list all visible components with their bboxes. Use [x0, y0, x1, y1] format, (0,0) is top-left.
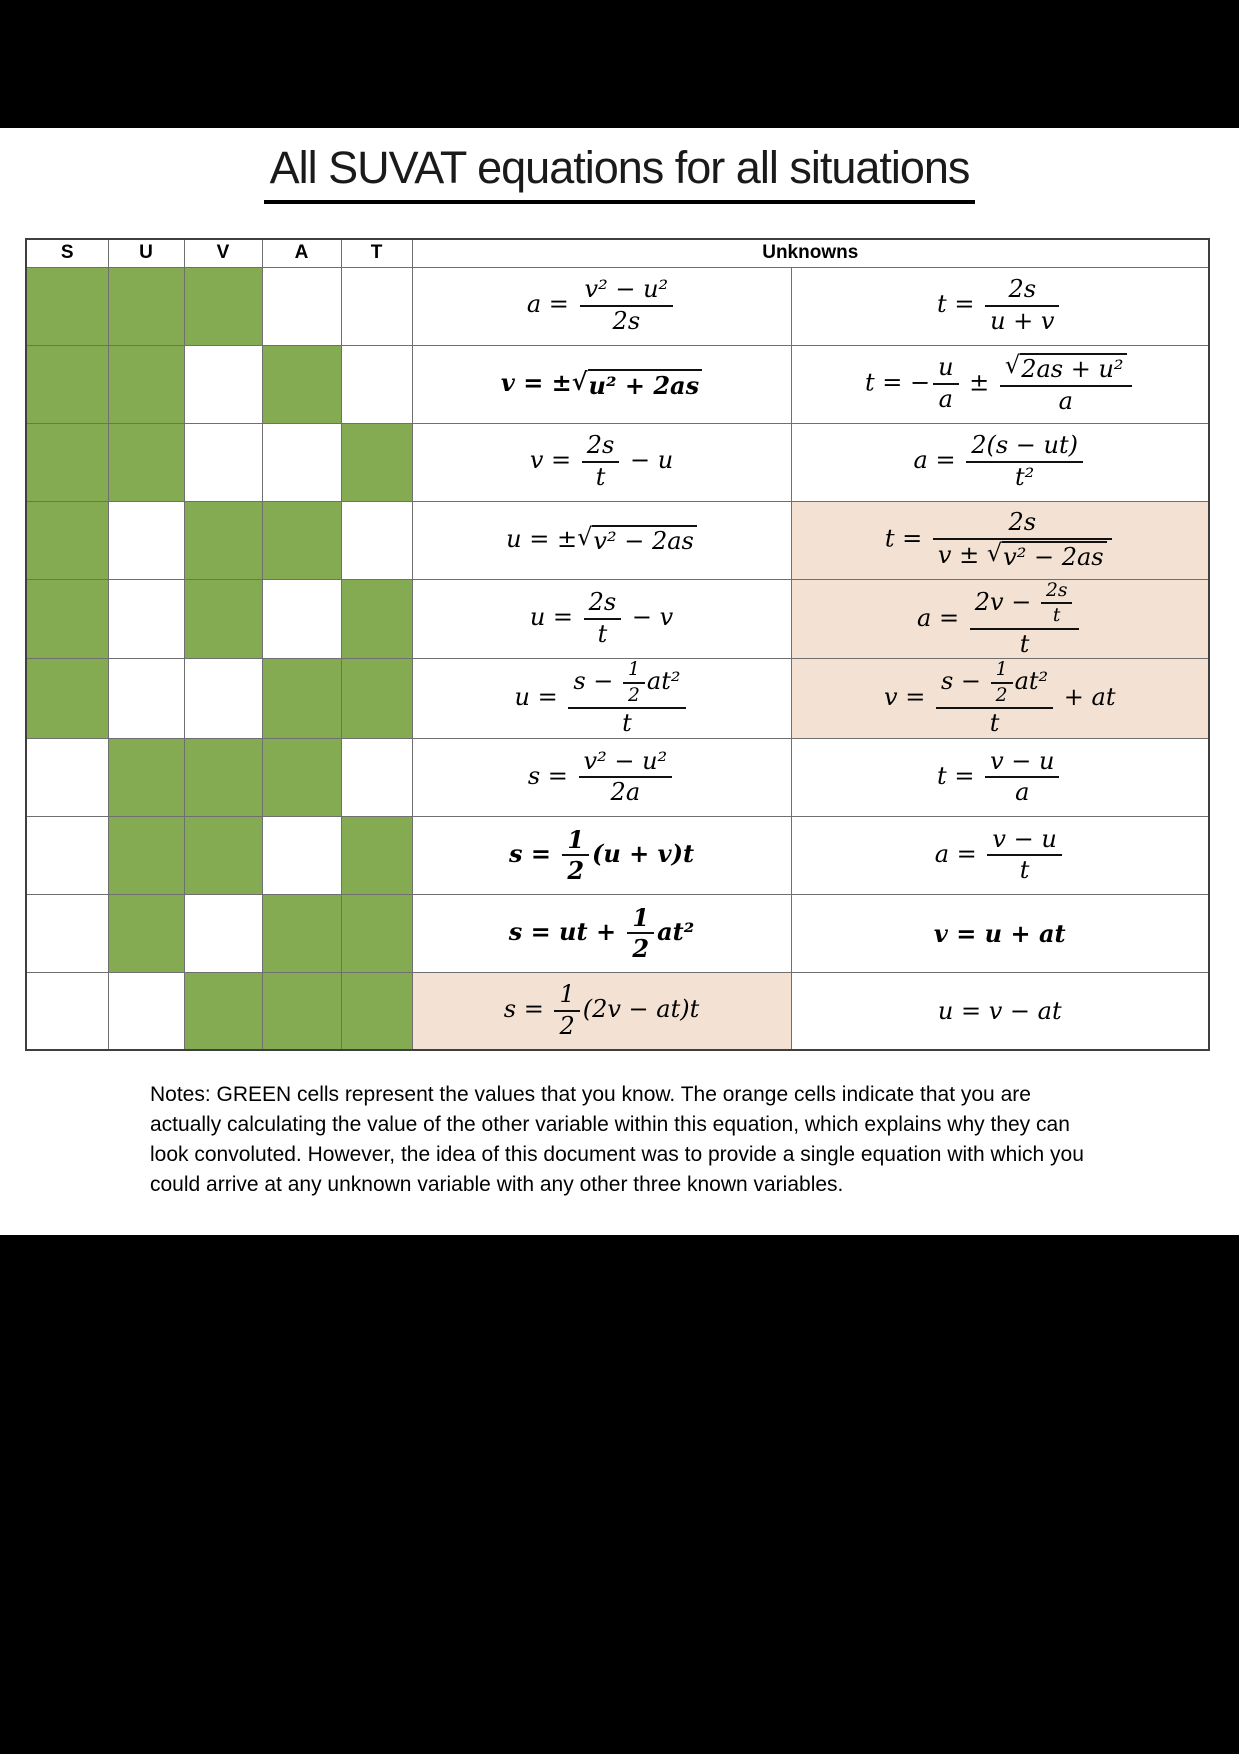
known-cell-a-row6: [262, 659, 341, 739]
known-cell-s-row5: [26, 579, 108, 659]
known-cell-a-row10: [262, 972, 341, 1050]
known-cell-s-row4: [26, 501, 108, 579]
suvat-table: [25, 238, 1210, 1051]
table-row: [26, 423, 1209, 501]
known-cell-t-row5: [341, 579, 412, 659]
math-fraction: √ 2as + u² a: [1000, 353, 1132, 415]
math-fraction: $\frac{2(s - ut)}{\text{t²}}$: [966, 432, 1083, 491]
equation-cell-row8-1: s = $\frac{1}{2}$ (u + v)t: [412, 816, 791, 894]
equation-cell-row7-1: s = $\frac{\text{v² − u²}}{2a}$: [412, 738, 791, 816]
known-cell-v-row8: [184, 816, 262, 894]
math-fraction: $\frac{\text{v² − u²}}{2s}$: [580, 276, 674, 335]
known-cell-s-row6: [26, 659, 108, 739]
equation-cell-row7-2: t = $\frac{v - u}{a}$: [791, 738, 1209, 816]
equation-cell-row10-1: s = $\frac{1}{2}$ (2v − at)t: [412, 972, 791, 1050]
math-fraction: 2s v ± √ v² − 2as: [933, 509, 1112, 571]
math-fraction: s − $\frac{1}{2}$ at² t: [936, 659, 1053, 738]
equation-cell-row6-1: u = s − $\frac{1}{2}$ at² t: [412, 659, 791, 739]
known-cell-u-row9: [108, 894, 184, 972]
known-cell-t-row9: [341, 894, 412, 972]
math-fraction: $\frac{1}{2}$: [623, 659, 645, 706]
equation-cell-row9-1: s = ut + $\frac{1}{2}$ at²: [412, 894, 791, 972]
math-fraction: $\frac{1}{2}$: [627, 904, 654, 963]
table-row: [26, 579, 1209, 659]
known-cell-a-row4: [262, 501, 341, 579]
col-header-s: S: [26, 239, 108, 267]
known-cell-v-row6: [184, 659, 262, 739]
table-row: [26, 816, 1209, 894]
known-cell-a-row8: [262, 816, 341, 894]
equation-cell-row2-2: t = − $\frac{u}{a}$ ± √ 2as + u² a: [791, 345, 1209, 423]
known-cell-v-row10: [184, 972, 262, 1050]
known-cell-u-row8: [108, 816, 184, 894]
table-row: [26, 501, 1209, 579]
known-cell-u-row2: [108, 345, 184, 423]
known-cell-a-row5: [262, 579, 341, 659]
math-fraction: $\frac{1}{2}$: [562, 826, 589, 885]
known-cell-s-row8: [26, 816, 108, 894]
known-cell-t-row3: [341, 423, 412, 501]
col-header-t: T: [341, 239, 412, 267]
equation-cell-row3-2: a = $\frac{2(s - ut)}{\text{t²}}$: [791, 423, 1209, 501]
known-cell-t-row7: [341, 738, 412, 816]
page-title: [0, 142, 1239, 204]
col-header-u: U: [108, 239, 184, 267]
suvat-table-header: [26, 239, 1209, 267]
document-page: [0, 128, 1239, 1235]
table-row: [26, 894, 1209, 972]
notes-paragraph: Notes: GREEN cells represent the values that you know. The orange cells indicate that you are actually calculating the value of the other variable within this equation, which explains why they can look convoluted. However, the idea of this document was to provide a single equation with which you could arrive at any unknown variable with any other three known variables.: [150, 1083, 1084, 1196]
known-cell-a-row7: [262, 738, 341, 816]
known-cell-t-row8: [341, 816, 412, 894]
equation-cell-row9-2: v = u + at: [791, 894, 1209, 972]
math-square-root: √ u² + 2as: [572, 369, 702, 400]
known-cell-s-row2: [26, 345, 108, 423]
known-cell-v-row3: [184, 423, 262, 501]
known-cell-u-row10: [108, 972, 184, 1050]
equation-cell-row8-2: a = $\frac{v - u}{t}$: [791, 816, 1209, 894]
table-row: [26, 267, 1209, 345]
equation-cell-row2-1: v = ± √ u² + 2as: [412, 345, 791, 423]
equation-cell-row5-1: u = $\frac{2s}{t}$ − v: [412, 579, 791, 659]
math-fraction: $\frac{v - u}{t}$: [987, 826, 1061, 885]
math-fraction: $\frac{u}{a}$: [933, 354, 958, 413]
math-fraction: $\frac{1}{2}$: [991, 659, 1013, 706]
math-fraction: $\frac{2s}{u + v}$: [985, 276, 1059, 335]
known-cell-a-row9: [262, 894, 341, 972]
known-cell-v-row4: [184, 501, 262, 579]
math-fraction: $\frac{1}{2}$: [554, 981, 579, 1040]
known-cell-u-row7: [108, 738, 184, 816]
known-cell-v-row1: [184, 267, 262, 345]
col-header-v: V: [184, 239, 262, 267]
suvat-table-body: [26, 267, 1209, 1050]
known-cell-u-row3: [108, 423, 184, 501]
equation-cell-row10-2: u = v − at: [791, 972, 1209, 1050]
math-square-root: √ v² − 2as: [577, 525, 697, 556]
col-header-unknowns: Unknowns: [412, 239, 1209, 267]
math-square-root: √ 2as + u²: [1005, 353, 1127, 384]
equation-cell-row5-2: a = 2v − $\frac{2s}{t}$ t: [791, 579, 1209, 659]
equation-cell-row4-2: t = 2s v ± √ v² − 2as: [791, 501, 1209, 579]
equation-cell-row4-1: u = ± √ v² − 2as: [412, 501, 791, 579]
known-cell-s-row7: [26, 738, 108, 816]
math-fraction: $\frac{2s}{t}$: [582, 432, 620, 491]
math-square-root: √ v² − 2as: [987, 541, 1107, 572]
known-cell-u-row6: [108, 659, 184, 739]
equation-cell-row1-2: t = $\frac{2s}{u + v}$: [791, 267, 1209, 345]
col-header-a: A: [262, 239, 341, 267]
known-cell-a-row2: [262, 345, 341, 423]
table-row: [26, 659, 1209, 739]
table-row: [26, 345, 1209, 423]
known-cell-v-row9: [184, 894, 262, 972]
math-fraction: s − $\frac{1}{2}$ at² t: [568, 659, 685, 738]
math-fraction: $\frac{2s}{t}$: [584, 589, 622, 648]
known-cell-s-row10: [26, 972, 108, 1050]
known-cell-t-row4: [341, 501, 412, 579]
known-cell-a-row3: [262, 423, 341, 501]
known-cell-t-row6: [341, 659, 412, 739]
known-cell-u-row4: [108, 501, 184, 579]
known-cell-a-row1: [262, 267, 341, 345]
bottom-black-bar: [0, 1235, 1239, 1754]
table-row: [26, 738, 1209, 816]
known-cell-u-row1: [108, 267, 184, 345]
math-fraction: 2v − $\frac{2s}{t}$ t: [970, 580, 1080, 659]
top-black-bar: [0, 0, 1239, 128]
math-fraction: $\frac{\text{v² − u²}}{2a}$: [579, 748, 673, 807]
math-fraction: $\frac{2s}{t}$: [1041, 580, 1073, 627]
known-cell-t-row10: [341, 972, 412, 1050]
known-cell-s-row1: [26, 267, 108, 345]
known-cell-s-row3: [26, 423, 108, 501]
known-cell-t-row1: [341, 267, 412, 345]
known-cell-u-row5: [108, 579, 184, 659]
page-title-text: All SUVAT equations for all situations: [264, 142, 976, 204]
table-row: [26, 972, 1209, 1050]
known-cell-v-row5: [184, 579, 262, 659]
known-cell-s-row9: [26, 894, 108, 972]
known-cell-v-row7: [184, 738, 262, 816]
known-cell-t-row2: [341, 345, 412, 423]
equation-cell-row6-2: v = s − $\frac{1}{2}$ at² t + at: [791, 659, 1209, 739]
known-cell-v-row2: [184, 345, 262, 423]
equation-cell-row3-1: v = $\frac{2s}{t}$ − u: [412, 423, 791, 501]
equation-cell-row1-1: a = $\frac{\text{v² − u²}}{2s}$: [412, 267, 791, 345]
math-fraction: $\frac{v - u}{a}$: [985, 748, 1059, 807]
